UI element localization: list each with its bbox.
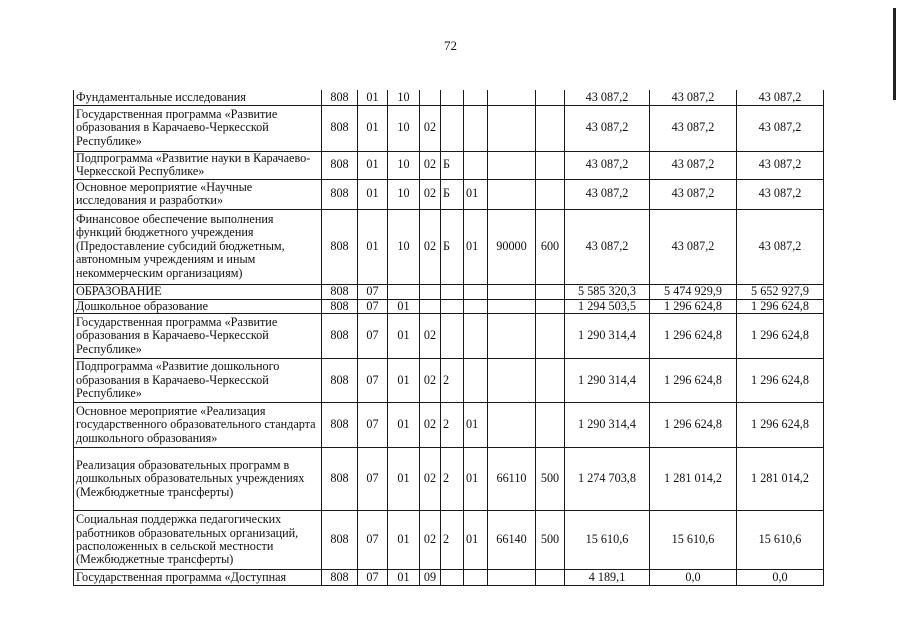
event-code-cell: [464, 151, 488, 179]
grbs-cell: 808: [322, 179, 358, 209]
event-code-cell: [464, 299, 488, 313]
section-cell: 07: [358, 358, 388, 402]
expense-type-cell: [536, 402, 565, 447]
subsection-cell: 01: [388, 402, 420, 447]
amount-year3-cell: 43 087,2: [737, 179, 824, 209]
amount-year1-cell: 43 087,2: [565, 179, 650, 209]
table-row: [74, 179, 824, 209]
program-code-cell: 02: [420, 151, 441, 179]
amount-year1-cell: 43 087,2: [565, 209, 650, 284]
expense-type-cell: 500: [536, 510, 565, 569]
amount-year3-cell: 43 087,2: [737, 105, 824, 151]
expense-type-cell: [536, 179, 565, 209]
name-cell: Дошкольное образование: [74, 299, 322, 313]
expense-type-cell: [536, 358, 565, 402]
name-cell: Реализация образовательных программ в дошкольных образовательных учреждениях (Межбюджетные трансферты): [74, 447, 322, 510]
page-number: 72: [444, 38, 457, 53]
grbs-cell: 808: [322, 510, 358, 569]
amount-year3-cell: 43 087,2: [737, 209, 824, 284]
subsection-cell: 10: [388, 209, 420, 284]
event-code-cell: [464, 358, 488, 402]
amount-year1-cell: 43 087,2: [565, 105, 650, 151]
subsection-cell: 10: [388, 179, 420, 209]
direction-code-cell: [488, 569, 536, 585]
direction-code-cell: [488, 358, 536, 402]
subprogram-code-cell: 2: [441, 510, 464, 569]
section-cell: 01: [358, 151, 388, 179]
name-cell: Государственная программа «Доступная: [74, 569, 322, 585]
expense-type-cell: [536, 569, 565, 585]
subprogram-code-cell: [441, 284, 464, 299]
subprogram-code-cell: 2: [441, 447, 464, 510]
grbs-cell: 808: [322, 358, 358, 402]
amount-year3-cell: 43 087,2: [737, 90, 824, 105]
program-code-cell: 09: [420, 569, 441, 585]
page-edge-mark: [893, 8, 896, 100]
amount-year3-cell: 43 087,2: [737, 151, 824, 179]
grbs-cell: 808: [322, 105, 358, 151]
amount-year2-cell: 15 610,6: [650, 510, 737, 569]
section-cell: 07: [358, 447, 388, 510]
event-code-cell: [464, 105, 488, 151]
subsection-cell: 01: [388, 313, 420, 358]
amount-year2-cell: 43 087,2: [650, 105, 737, 151]
event-code-cell: 01: [464, 510, 488, 569]
subprogram-code-cell: 2: [441, 358, 464, 402]
subprogram-code-cell: Б: [441, 151, 464, 179]
section-cell: 07: [358, 569, 388, 585]
subprogram-code-cell: Б: [441, 179, 464, 209]
direction-code-cell: [488, 313, 536, 358]
subsection-cell: 01: [388, 447, 420, 510]
expense-type-cell: [536, 90, 565, 105]
amount-year1-cell: 4 189,1: [565, 569, 650, 585]
event-code-cell: [464, 569, 488, 585]
direction-code-cell: 66110: [488, 447, 536, 510]
direction-code-cell: [488, 151, 536, 179]
expense-type-cell: 600: [536, 209, 565, 284]
table-row: [74, 313, 824, 358]
event-code-cell: 01: [464, 209, 488, 284]
program-code-cell: 02: [420, 209, 441, 284]
section-cell: 01: [358, 179, 388, 209]
amount-year2-cell: 43 087,2: [650, 209, 737, 284]
program-code-cell: 02: [420, 358, 441, 402]
amount-year2-cell: 1 281 014,2: [650, 447, 737, 510]
amount-year2-cell: 1 296 624,8: [650, 299, 737, 313]
section-cell: 07: [358, 299, 388, 313]
table-row: [74, 90, 824, 105]
table-row: [74, 105, 824, 151]
table-row: [74, 510, 824, 569]
amount-year3-cell: 1 281 014,2: [737, 447, 824, 510]
subprogram-code-cell: [441, 569, 464, 585]
section-cell: 07: [358, 313, 388, 358]
direction-code-cell: 90000: [488, 209, 536, 284]
amount-year2-cell: 1 296 624,8: [650, 402, 737, 447]
subsection-cell: 10: [388, 105, 420, 151]
direction-code-cell: [488, 90, 536, 105]
table-row: [74, 447, 824, 510]
grbs-cell: 808: [322, 402, 358, 447]
grbs-cell: 808: [322, 313, 358, 358]
program-code-cell: [420, 299, 441, 313]
amount-year2-cell: 0,0: [650, 569, 737, 585]
name-cell: Финансовое обеспечение выполнения функций бюджетного учреждения (Предоставление субсидий бюджетным, автономным учреждениям и иным некоммерческим организациям): [74, 209, 322, 284]
grbs-cell: 808: [322, 447, 358, 510]
subprogram-code-cell: [441, 299, 464, 313]
amount-year1-cell: 43 087,2: [565, 151, 650, 179]
direction-code-cell: [488, 179, 536, 209]
subprogram-code-cell: [441, 90, 464, 105]
expense-type-cell: 500: [536, 447, 565, 510]
name-cell: Подпрограмма «Развитие дошкольного образования в Карачаево-Черкесской Республике»: [74, 358, 322, 402]
program-code-cell: [420, 90, 441, 105]
event-code-cell: [464, 284, 488, 299]
event-code-cell: 01: [464, 447, 488, 510]
expense-type-cell: [536, 313, 565, 358]
direction-code-cell: [488, 105, 536, 151]
amount-year3-cell: 1 296 624,8: [737, 402, 824, 447]
section-cell: 01: [358, 209, 388, 284]
event-code-cell: [464, 90, 488, 105]
amount-year3-cell: 1 296 624,8: [737, 358, 824, 402]
amount-year2-cell: 43 087,2: [650, 179, 737, 209]
amount-year3-cell: 1 296 624,8: [737, 313, 824, 358]
expense-type-cell: [536, 151, 565, 179]
direction-code-cell: [488, 402, 536, 447]
subprogram-code-cell: [441, 313, 464, 358]
name-cell: Государственная программа «Развитие образования в Карачаево-Черкесской Республике»: [74, 105, 322, 151]
subsection-cell: 10: [388, 151, 420, 179]
budget-table-body: [74, 90, 824, 585]
program-code-cell: 02: [420, 447, 441, 510]
subprogram-code-cell: 2: [441, 402, 464, 447]
name-cell: ОБРАЗОВАНИЕ: [74, 284, 322, 299]
table-row: [74, 209, 824, 284]
amount-year2-cell: 1 296 624,8: [650, 313, 737, 358]
table-row: [74, 402, 824, 447]
subsection-cell: 10: [388, 90, 420, 105]
table-row: [74, 358, 824, 402]
subprogram-code-cell: Б: [441, 209, 464, 284]
amount-year3-cell: 0,0: [737, 569, 824, 585]
budget-table: [73, 90, 824, 586]
subprogram-code-cell: [441, 105, 464, 151]
amount-year2-cell: 43 087,2: [650, 151, 737, 179]
section-cell: 07: [358, 510, 388, 569]
grbs-cell: 808: [322, 90, 358, 105]
amount-year2-cell: 43 087,2: [650, 90, 737, 105]
table-row: [74, 299, 824, 313]
program-code-cell: 02: [420, 105, 441, 151]
event-code-cell: 01: [464, 179, 488, 209]
amount-year1-cell: 1 290 314,4: [565, 358, 650, 402]
amount-year1-cell: 1 274 703,8: [565, 447, 650, 510]
program-code-cell: [420, 284, 441, 299]
amount-year3-cell: 5 652 927,9: [737, 284, 824, 299]
amount-year3-cell: 1 296 624,8: [737, 299, 824, 313]
amount-year1-cell: 1 290 314,4: [565, 402, 650, 447]
expense-type-cell: [536, 299, 565, 313]
section-cell: 01: [358, 105, 388, 151]
event-code-cell: 01: [464, 402, 488, 447]
subsection-cell: 01: [388, 569, 420, 585]
name-cell: Основное мероприятие «Научные исследования и разработки»: [74, 179, 322, 209]
event-code-cell: [464, 313, 488, 358]
amount-year2-cell: 1 296 624,8: [650, 358, 737, 402]
direction-code-cell: 66140: [488, 510, 536, 569]
amount-year1-cell: 1 290 314,4: [565, 313, 650, 358]
program-code-cell: 02: [420, 179, 441, 209]
grbs-cell: 808: [322, 151, 358, 179]
name-cell: Фундаментальные исследования: [74, 90, 322, 105]
grbs-cell: 808: [322, 284, 358, 299]
name-cell: Подпрограмма «Развитие науки в Карачаево-Черкесской Республике»: [74, 151, 322, 179]
name-cell: Государственная программа «Развитие образования в Карачаево-Черкесской Республике»: [74, 313, 322, 358]
section-cell: 07: [358, 402, 388, 447]
name-cell: Основное мероприятие «Реализация государственного образовательного стандарта дошкольного образования»: [74, 402, 322, 447]
subsection-cell: 01: [388, 358, 420, 402]
amount-year1-cell: 5 585 320,3: [565, 284, 650, 299]
expense-type-cell: [536, 105, 565, 151]
expense-type-cell: [536, 284, 565, 299]
direction-code-cell: [488, 299, 536, 313]
subsection-cell: 01: [388, 299, 420, 313]
grbs-cell: 808: [322, 299, 358, 313]
name-cell: Социальная поддержка педагогических работников образовательных организаций, расположенных в сельской местности (Межбюджетные трансферты): [74, 510, 322, 569]
table-row: [74, 569, 824, 585]
amount-year1-cell: 15 610,6: [565, 510, 650, 569]
direction-code-cell: [488, 284, 536, 299]
amount-year3-cell: 15 610,6: [737, 510, 824, 569]
grbs-cell: 808: [322, 209, 358, 284]
amount-year1-cell: 43 087,2: [565, 90, 650, 105]
grbs-cell: 808: [322, 569, 358, 585]
section-cell: 01: [358, 90, 388, 105]
program-code-cell: 02: [420, 510, 441, 569]
subsection-cell: 01: [388, 510, 420, 569]
amount-year1-cell: 1 294 503,5: [565, 299, 650, 313]
program-code-cell: 02: [420, 402, 441, 447]
table-row: [74, 151, 824, 179]
table-row: [74, 284, 824, 299]
amount-year2-cell: 5 474 929,9: [650, 284, 737, 299]
program-code-cell: 02: [420, 313, 441, 358]
subsection-cell: [388, 284, 420, 299]
section-cell: 07: [358, 284, 388, 299]
